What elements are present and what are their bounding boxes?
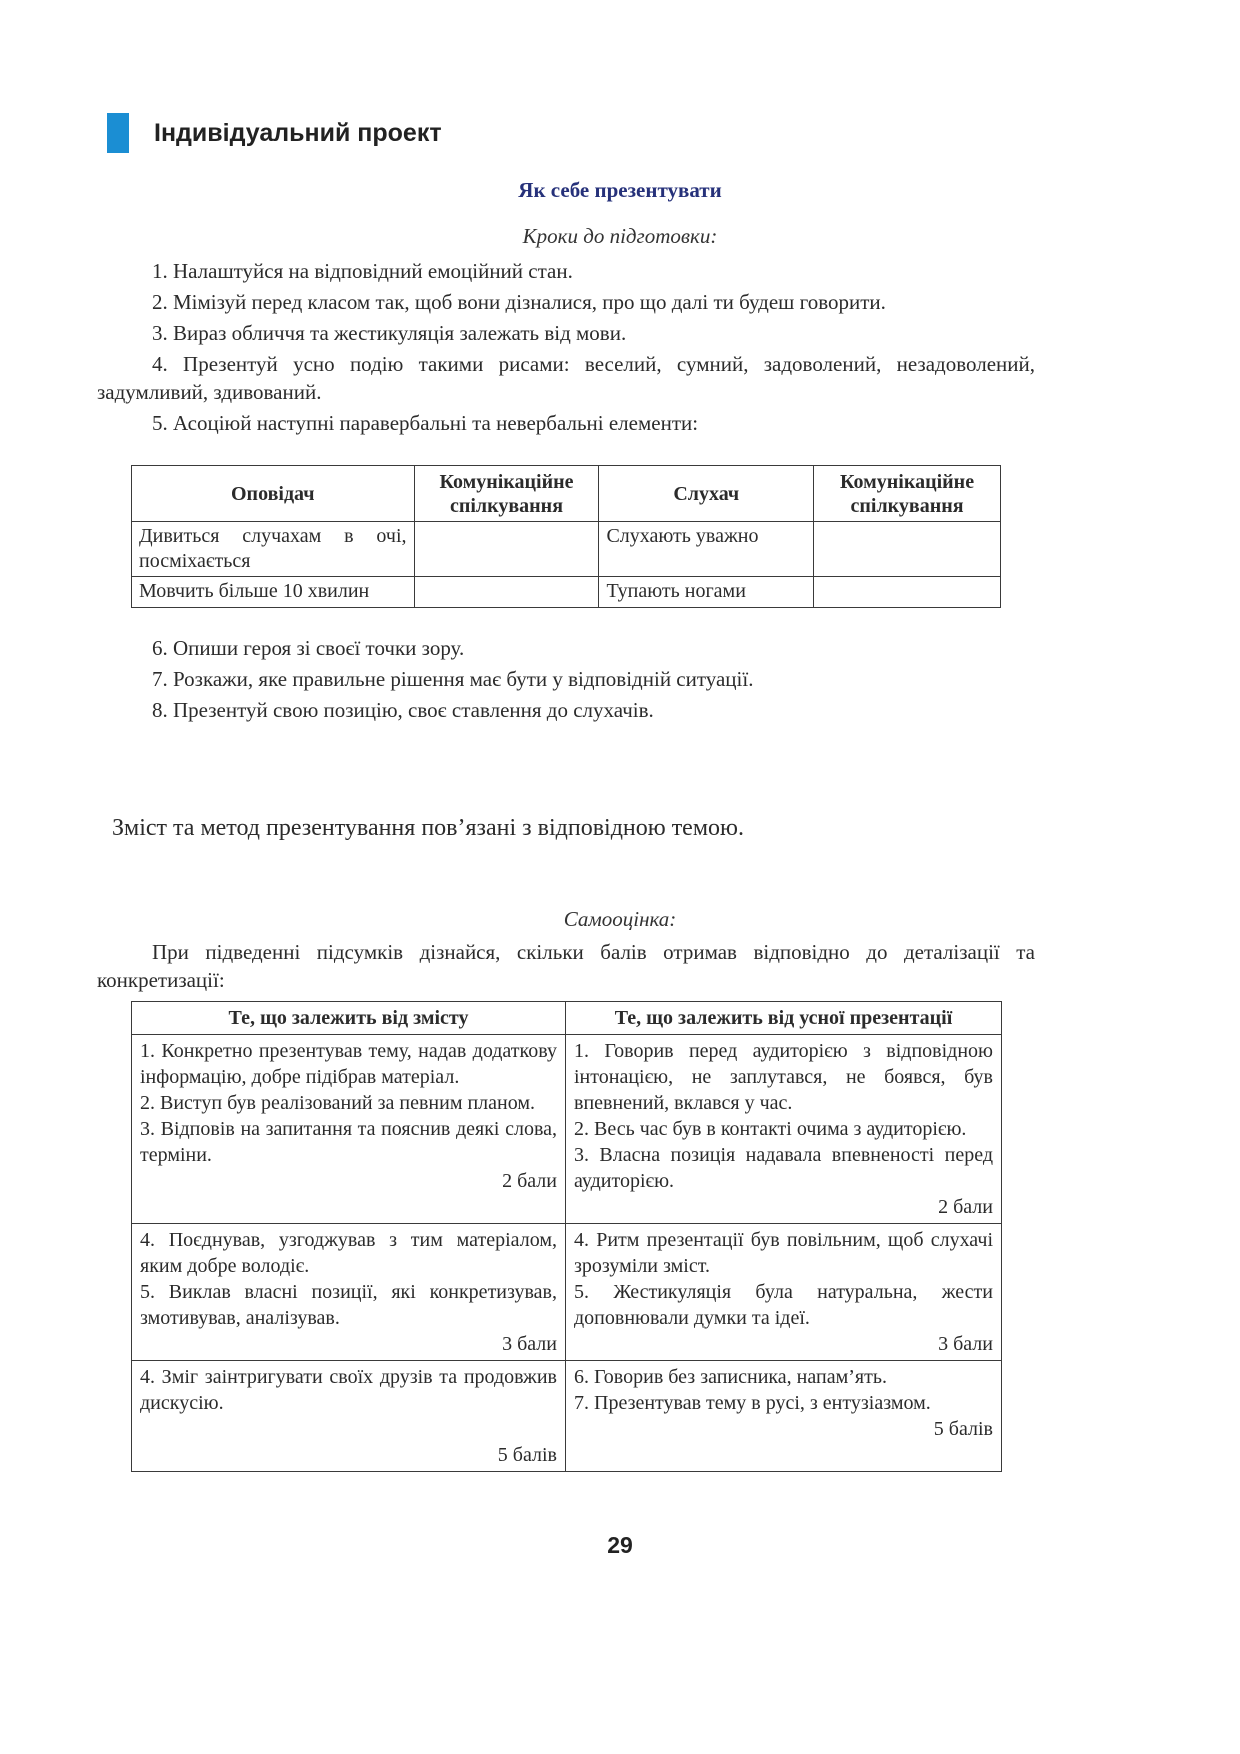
table-cell: Мовчить більше 10 хвилин <box>132 577 415 608</box>
step-item: 1. Налаштуйся на відповідний емоційний стан. <box>152 259 573 283</box>
self-assessment-intro: При підведенні підсумків дізнайся, скільки балів отримав відповідно до деталізації та конкретизації: <box>97 940 1035 992</box>
table-cell <box>132 1224 566 1361</box>
step-item: 6. Опиши героя зі своєї точки зору. <box>152 636 465 660</box>
criterion-item: 4. Ритм презентації був повільним, щоб слухачі зрозуміли зміст. <box>574 1229 993 1277</box>
step-item: 2. Мімізуй перед класом так, щоб вони дізналися, про що далі ти будеш говорити. <box>152 290 886 314</box>
table-row <box>132 1361 1002 1472</box>
table-cell <box>814 577 1001 608</box>
table-row <box>132 577 1001 608</box>
self-assessment-table <box>131 1001 1002 1472</box>
steps-heading: Кроки до підготовки: <box>522 224 718 248</box>
table-row <box>132 1035 1002 1224</box>
section-header <box>107 113 442 153</box>
table-header-row <box>132 1002 1002 1035</box>
document-title: Як себе презентувати <box>518 178 722 202</box>
criterion-item: 1. Говорив перед аудиторією з відповідною інтонацією, не заплутався, не боявся, був впевнений, вклався у час. <box>574 1040 993 1114</box>
step-item: 5. Асоціюй наступні паравербальні та невербальні елементи: <box>152 411 699 435</box>
column-header: Те, що залежить від усної презентації <box>566 1002 1002 1035</box>
table-cell: Тупають ногами <box>599 577 814 608</box>
step-item: 7. Розкажи, яке правильне рішення має бути у відповідній ситуації. <box>152 667 754 691</box>
section-title: Індивідуальний проект <box>154 118 442 147</box>
criterion-item: 7. Презентував тему в русі, з ентузіазмом. <box>574 1392 931 1414</box>
table-row <box>132 522 1001 577</box>
column-header: Комунікаційне спілкування <box>414 466 599 522</box>
criterion-item: 5. Жестикуляція була натуральна, жести доповнювали думки та ідеї. <box>574 1281 993 1329</box>
table-cell <box>132 1361 566 1472</box>
criterion-item: 4. Поєднував, узгоджував з тим матеріалом, яким добре володіє. <box>140 1229 557 1277</box>
step-item: 3. Вираз обличчя та жестикуляція залежать від мови. <box>152 321 627 345</box>
column-header: Те, що залежить від змісту <box>132 1002 566 1035</box>
score-label: 5 балів <box>933 1418 993 1440</box>
score-label: 2 бали <box>938 1196 993 1218</box>
score-label: 5 балів <box>497 1444 557 1466</box>
section-marker <box>107 113 129 153</box>
table-header-row <box>132 466 1001 522</box>
column-header: Оповідач <box>132 466 415 522</box>
table-cell <box>414 522 599 577</box>
criterion-item: 3. Власна позиція надавала впевненості перед аудиторією. <box>574 1144 993 1192</box>
table-cell: Дивиться случахам в очі, посміхається <box>132 522 415 577</box>
self-assessment-heading: Самооцінка: <box>563 907 677 931</box>
table-cell <box>566 1361 1002 1472</box>
criterion-item: 6. Говорив без записника, напам’ять. <box>574 1366 887 1388</box>
criterion-item: 1. Конкретно презентував тему, надав додаткову інформацію, добре підібрав матеріал. <box>140 1040 557 1088</box>
score-label: 2 бали <box>502 1170 557 1192</box>
step-item: 4. Презентуй усно подію такими рисами: веселий, сумний, задоволений, незадоволений, задумливий, здивований. <box>97 352 1035 404</box>
criterion-item: 2. Виступ був реалізований за певним планом. <box>140 1092 536 1114</box>
criterion-item: 4. Зміг заінтригувати своїх друзів та продовжив дискусію. <box>140 1366 557 1414</box>
step-item: 8. Презентуй свою позицію, своє ставлення до слухачів. <box>152 698 654 722</box>
score-label: 3 бали <box>502 1333 557 1355</box>
table-cell <box>132 1035 566 1224</box>
page-number: 29 <box>607 1532 633 1558</box>
criterion-item: 2. Весь час був в контакті очима з аудиторією. <box>574 1118 967 1140</box>
statement: Зміст та метод презентування пов’язані з відповідною темою. <box>112 815 744 841</box>
table-cell: Слухають уважно <box>599 522 814 577</box>
column-header: Комунікаційне спілкування <box>814 466 1001 522</box>
communication-table <box>131 465 1001 608</box>
criterion-item: 3. Відповів на запитання та пояснив деякі слова, терміни. <box>140 1118 557 1166</box>
table-cell <box>566 1035 1002 1224</box>
table-cell <box>414 577 599 608</box>
table-cell <box>814 522 1001 577</box>
criterion-item: 5. Виклав власні позиції, які конкретизував, змотивував, аналізував. <box>140 1281 557 1329</box>
table-row <box>132 1224 1002 1361</box>
column-header: Слухач <box>599 466 814 522</box>
table-cell <box>566 1224 1002 1361</box>
score-label: 3 бали <box>938 1333 993 1355</box>
